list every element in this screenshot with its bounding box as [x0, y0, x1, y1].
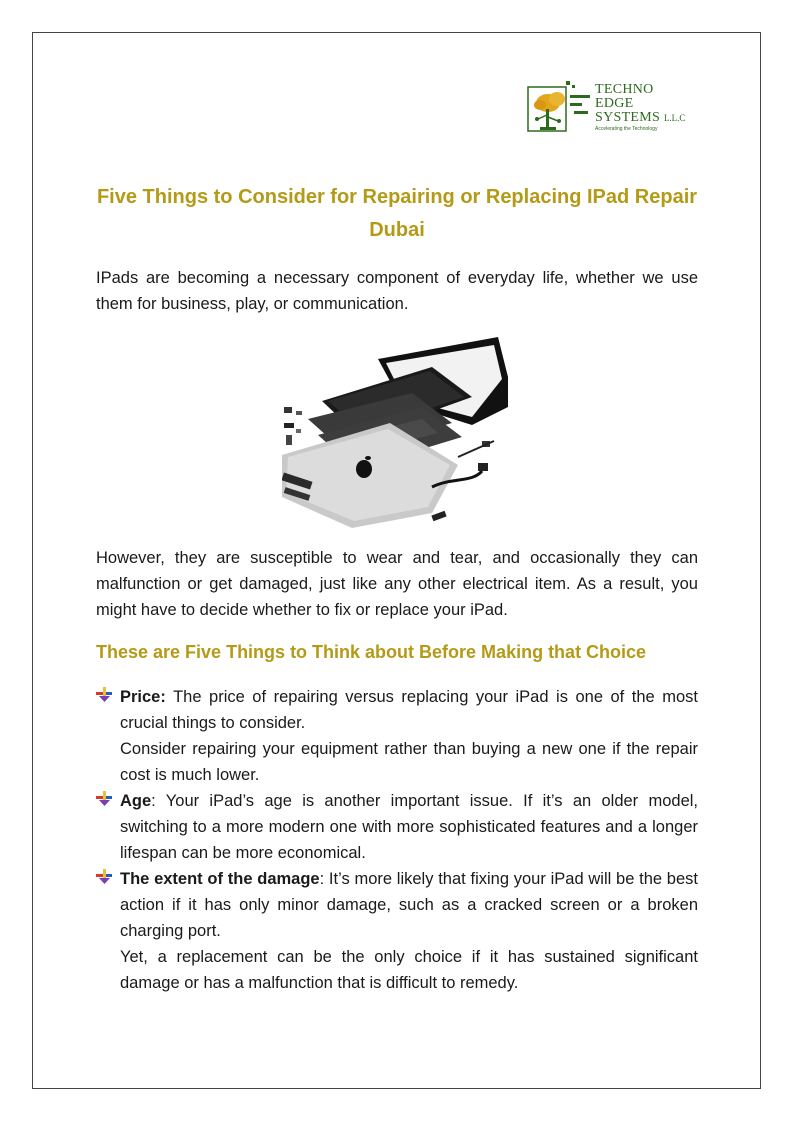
item-label: Price: [120, 688, 161, 706]
body-paragraph: However, they are susceptible to wear and tear, and occasionally they can malfunction or get damaged, just like any other electrical item. As a result, you might have to decide whether to fix or replace your iPad.: [96, 549, 698, 619]
item-label: Age: [120, 792, 152, 810]
logo-line-1: TECHNO: [595, 82, 654, 97]
logo-line-2: EDGE: [595, 96, 634, 111]
logo-line-3: [595, 111, 685, 125]
ipad-disassembly-image: [282, 337, 508, 528]
item-separator: :: [151, 792, 156, 810]
item-text: Your iPad’s age is another important issue. If it’s an older model, switching to a more modern one with more sophisticated features and a longer lifespan can be more economical.: [120, 792, 698, 862]
logo-wordmark: [595, 83, 685, 125]
item-separator: :: [160, 688, 166, 706]
item-continuation: Yet, a replacement can be the only choice if it has sustained significant damage or has a malfunction that is difficult to remedy.: [120, 948, 698, 992]
list-item: [96, 866, 698, 996]
item-label: The extent of the damage: [120, 870, 320, 888]
logo-suffix: L.L.C: [663, 113, 686, 123]
intro-paragraph: IPads are becoming a necessary component of everyday life, whether we use them for business, play, or communication.: [96, 269, 698, 313]
list-item: [96, 684, 698, 788]
item-separator: :: [319, 870, 325, 888]
company-logo: [526, 81, 706, 137]
considerations-list: [96, 684, 698, 996]
item-text: It’s more likely that fixing your iPad will be the best action if it has only minor damage, such as a cracked screen or a broken charging port.: [120, 870, 698, 940]
bullet-arrow-icon: [96, 869, 112, 885]
logo-tagline: Accelerating the Technology: [595, 126, 658, 132]
bullet-arrow-icon: [96, 791, 112, 807]
logo-tree-icon: [526, 81, 592, 137]
bullet-arrow-icon: [96, 687, 112, 703]
item-text: The price of repairing versus replacing your iPad is one of the most crucial things to consider.: [120, 688, 698, 732]
item-continuation: Consider repairing your equipment rather than buying a new one if the repair cost is much lower.: [120, 740, 698, 784]
list-item: [96, 788, 698, 866]
page-title: Five Things to Consider for Repairing or Replacing IPad Repair Dubai: [96, 186, 698, 241]
logo-line-3-text: SYSTEMS: [595, 110, 661, 125]
section-subheading: These are Five Things to Think about Before Making that Choice: [96, 642, 647, 662]
